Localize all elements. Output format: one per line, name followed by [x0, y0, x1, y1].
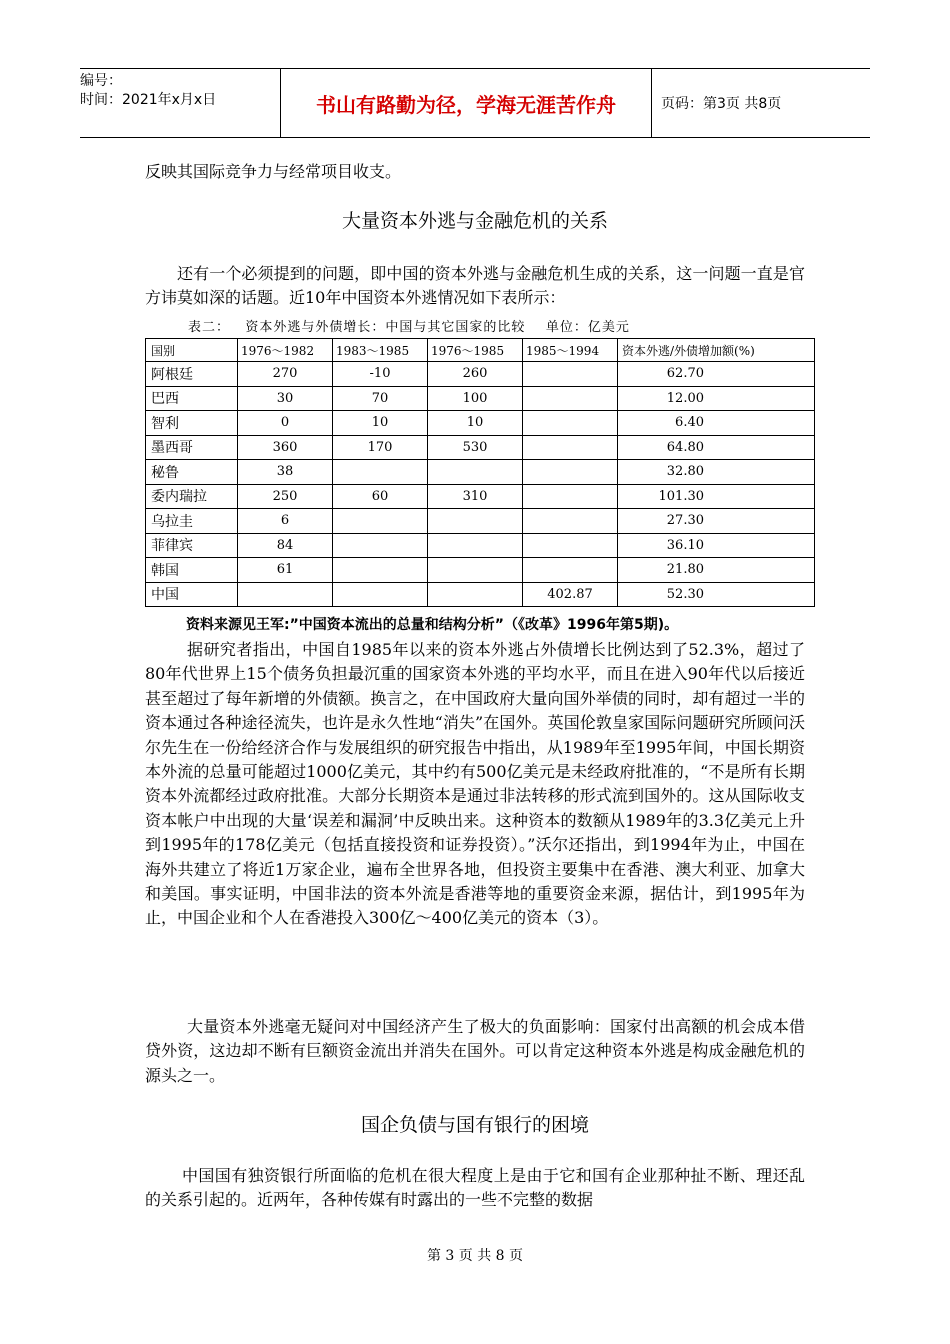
section1-para3: 大量资本外逃毫无疑问对中国经济产生了极大的负面影响：国家付出高额的机会成本借贷外资，这边却不断有巨额资金流出并消失在国外。可以肯定这种资本外逃是构成金融危机的源头之一。: [145, 1017, 805, 1085]
table-row: [146, 362, 815, 387]
table-header-cell: 1983～1985: [333, 339, 428, 362]
table-cell: 70: [333, 386, 428, 411]
page-header: [80, 68, 870, 138]
table-row: [146, 509, 815, 534]
table-caption: 表二： 资本外逃与外债增长：中国与其它国家的比较 单位：亿美元: [188, 320, 630, 335]
table-header-row: [146, 339, 815, 362]
number-label: 编号：: [80, 73, 122, 89]
table-cell: [333, 558, 428, 583]
time-label: 时间：2021年x月x日: [80, 92, 217, 108]
table-row: [146, 533, 815, 558]
table-cell: 250: [238, 484, 333, 509]
table-row: [146, 558, 815, 583]
table-cell: [428, 460, 523, 485]
table-row: [146, 582, 815, 607]
table-cell: 170: [333, 435, 428, 460]
table-row: [146, 484, 815, 509]
table-cell: [333, 509, 428, 534]
section2-title: 国企负债与国有银行的困境: [360, 1114, 589, 1136]
table-cell: [333, 582, 428, 607]
table-cell: 38: [238, 460, 333, 485]
section1-para1: 还有一个必须提到的问题，即中国的资本外逃与金融危机生成的关系，这一问题一直是官方讳莫如深的话题。近10年中国资本外逃情况如下表所示：: [145, 264, 805, 308]
table-row: [146, 386, 815, 411]
table-cell: 秘鲁: [146, 460, 238, 485]
table-cell: 64.80: [618, 435, 815, 460]
table-header-cell: 资本外逃/外债增加额(%): [618, 339, 815, 362]
table-cell: [428, 533, 523, 558]
page-footer: 第 3 页 共 8 页: [426, 1248, 524, 1264]
table-cell: -10: [333, 362, 428, 387]
table-cell: [523, 484, 618, 509]
section2-para1: 中国国有独资银行所面临的危机在很大程度上是由于它和国有企业那种扯不断、理还乱的关系引起的。近两年，各种传媒有时露出的一些不完整的数据: [145, 1166, 805, 1210]
intro-line: 反映其国际竞争力与经常项目收支。: [145, 162, 402, 181]
table-cell: 270: [238, 362, 333, 387]
table-cell: [333, 460, 428, 485]
table-cell: 21.80: [618, 558, 815, 583]
table-cell: 30: [238, 386, 333, 411]
table-cell: 阿根廷: [146, 362, 238, 387]
table-cell: [523, 362, 618, 387]
table-cell: 菲律宾: [146, 533, 238, 558]
table-cell: 32.80: [618, 460, 815, 485]
table-cell: 10: [428, 411, 523, 436]
table-header-cell: 国别: [146, 339, 238, 362]
table-cell: 360: [238, 435, 333, 460]
table-cell: [428, 509, 523, 534]
table-cell: 52.30: [618, 582, 815, 607]
table-cell: 402.87: [523, 582, 618, 607]
table-cell: [333, 533, 428, 558]
table-cell: 60: [333, 484, 428, 509]
table-cell: 12.00: [618, 386, 815, 411]
table-cell: [523, 558, 618, 583]
table-row: [146, 460, 815, 485]
table-row: [146, 435, 815, 460]
table-cell: [238, 582, 333, 607]
table-cell: 乌拉圭: [146, 509, 238, 534]
table-cell: 韩国: [146, 558, 238, 583]
table-cell: 巴西: [146, 386, 238, 411]
table-header-cell: 1976～1982: [238, 339, 333, 362]
table-cell: [523, 460, 618, 485]
table-cell: 墨西哥: [146, 435, 238, 460]
table-cell: [523, 411, 618, 436]
table-cell: 10: [333, 411, 428, 436]
table-cell: 310: [428, 484, 523, 509]
table-cell: 100: [428, 386, 523, 411]
table-cell: 530: [428, 435, 523, 460]
table-header-cell: 1976～1985: [428, 339, 523, 362]
section1-para2: 据研究者指出，中国自1985年以来的资本外逃占外债增长比例达到了52.3%，超过了80年代世界上15个债务负担最沉重的国家资本外逃的平均水平，而且在进入90年代以后接近甚至超过了每年新增的外债额。换言之，在中国政府大量向国外举债的同时，却有超过一半的资本通过各种途径流失，也许是永久性地“消失”在国外。英国伦敦皇家国际问题研究所顾问沃尔先生在一份给经济合作与发展组织的研究报告中指出，从1989年至1995年间，中国长期资本外流的总量可能超过1000亿美元，其中约有500亿美元是未经政府批准的，“不是所有长期资本外流都经过政府批准。大部分长期资本是通过非法转移的形式流到国外的。这从国际收支资本帐户中出现的大量‘误差和漏洞’中反映出来。这种资本的数额从1989年的3.3亿美元上升到1995年的178亿美元（包括直接投资和证券投资）。”沃尔还指出，到1994年为止，中国在海外共建立了将近1万家企业，遍布全世界各地，但投资主要集中在香港、澳大利亚、加拿大和美国。事实证明，中国非法的资本外流是香港等地的重要资金来源，据估计，到1995年为止，中国企业和个人在香港投入300亿～400亿美元的资本（3）。: [145, 640, 805, 928]
header-motto: 书山有路勤为径，学海无涯苦作舟: [280, 69, 652, 137]
table-cell: 36.10: [618, 533, 815, 558]
header-page-info: 页码：第3页 共8页: [661, 96, 782, 112]
table-cell: 62.70: [618, 362, 815, 387]
section1-title: 大量资本外逃与金融危机的关系: [341, 210, 608, 232]
table-cell: [523, 435, 618, 460]
capital-flight-table: [145, 338, 815, 607]
table-cell: 27.30: [618, 509, 815, 534]
table-cell: [428, 582, 523, 607]
table-source: 资料来源见王军:”中国资本流出的总量和结构分析”（《改革》1996年第5期)。: [186, 617, 679, 633]
table-cell: 260: [428, 362, 523, 387]
table-cell: [428, 558, 523, 583]
table-cell: 0: [238, 411, 333, 436]
table-cell: [523, 509, 618, 534]
table-cell: [523, 533, 618, 558]
table-cell: 61: [238, 558, 333, 583]
header-meta: [80, 69, 276, 140]
table-cell: 6: [238, 509, 333, 534]
table-cell: 委内瑞拉: [146, 484, 238, 509]
table-cell: 84: [238, 533, 333, 558]
table-cell: 101.30: [618, 484, 815, 509]
table-cell: 智利: [146, 411, 238, 436]
table-header-cell: 1985～1994: [523, 339, 618, 362]
table-cell: 6.40: [618, 411, 815, 436]
table-cell: 中国: [146, 582, 238, 607]
table-row: [146, 411, 815, 436]
table-cell: [523, 386, 618, 411]
